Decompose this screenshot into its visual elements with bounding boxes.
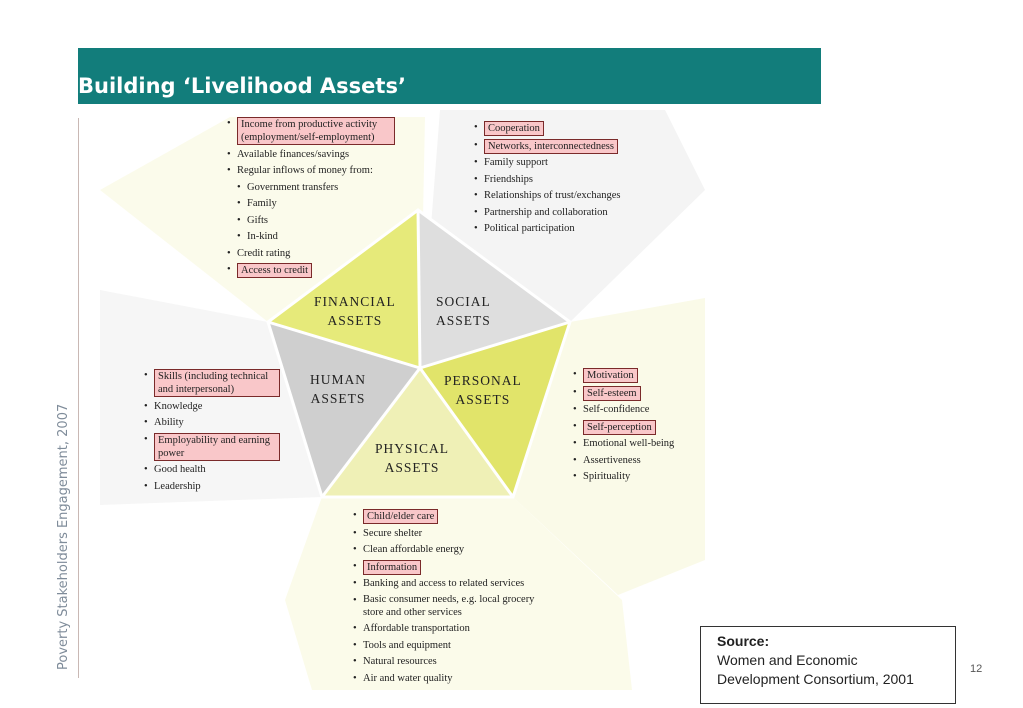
personal-list-item: [573, 436, 703, 453]
personal-highlighted-item-text: Self-perception: [583, 420, 656, 435]
personal-list-item-text: Self-confidence: [583, 404, 650, 415]
financial-list-item: [227, 213, 397, 230]
physical-list-item: [353, 559, 543, 577]
physical-list-item: [353, 654, 543, 671]
physical-highlighted-item-text: Information: [363, 560, 421, 575]
human-label-line1: HUMAN: [310, 372, 367, 387]
human-list-item: [144, 432, 280, 463]
financial-list-item: [227, 147, 397, 164]
social-list-item: [474, 205, 634, 222]
financial-label-line1: FINANCIAL: [314, 294, 396, 309]
social-list-item-text: Friendships: [484, 173, 534, 185]
physical-list-item: [353, 593, 543, 622]
personal-assets-list: [573, 367, 703, 486]
social-list-item-text: Family support: [484, 157, 548, 168]
social-assets-list: [474, 120, 634, 238]
financial-list-item: [227, 246, 397, 263]
physical-list-item-text: Tools and equipment: [363, 639, 451, 651]
personal-list-item: [573, 385, 703, 403]
physical-list-item-text: Basic consumer needs, e.g. local grocery store and other services: [363, 593, 535, 618]
source-line2: Development Consortium, 2001: [717, 671, 914, 687]
social-list-item: [474, 138, 634, 156]
physical-list-item: [353, 671, 543, 688]
human-list-item: [144, 399, 280, 416]
human-list-item: [144, 479, 280, 496]
social-list-item-text: Partnership and collaboration: [484, 206, 608, 218]
personal-label-line2: ASSETS: [455, 392, 511, 407]
human-list-item: [144, 415, 280, 432]
physical-highlighted-item-text: Child/elder care: [363, 509, 438, 524]
physical-list-item: [353, 542, 543, 559]
social-list-item: [474, 172, 634, 189]
physical-label: [375, 439, 449, 477]
human-highlighted-item-text: Employability and earning power: [154, 433, 280, 461]
page-number: 12: [970, 663, 983, 675]
personal-highlighted-item-text: Motivation: [583, 368, 638, 383]
financial-assets-list: [227, 116, 397, 280]
physical-assets-list: [353, 508, 543, 687]
financial-highlighted-item-text: Access to credit: [237, 263, 312, 278]
personal-list-item-text: Assertiveness: [583, 454, 641, 466]
financial-list-item-text: Regular inflows of money from:: [237, 165, 373, 176]
human-label: [310, 370, 366, 408]
human-list-item: [144, 462, 280, 479]
physical-list-item-text: Clean affordable energy: [363, 544, 465, 555]
personal-list-item-text: Emotional well-being: [583, 438, 675, 449]
financial-list-item: [227, 180, 397, 197]
source-box: [700, 626, 956, 704]
physical-list-item-text: Banking and access to related services: [363, 578, 525, 589]
physical-list-item-text: Air and water quality: [363, 672, 453, 684]
personal-list-item: [573, 367, 703, 385]
personal-highlighted-item-text: Self-esteem: [583, 386, 641, 401]
financial-list-item: [227, 163, 397, 180]
source-label: Source:: [717, 633, 770, 649]
personal-list-item-text: Spirituality: [583, 471, 631, 482]
personal-list-item: [573, 453, 703, 470]
personal-list-item: [573, 402, 703, 419]
human-list-item-text: Knowledge: [154, 400, 203, 412]
social-list-item: [474, 221, 634, 238]
source-line1: Women and Economic: [717, 652, 858, 668]
financial-list-item-text: Available finances/savings: [237, 148, 350, 160]
personal-list-item: [573, 469, 703, 486]
personal-list-item: [573, 419, 703, 437]
financial-list-item-text: Family: [247, 198, 277, 209]
physical-list-item: [353, 526, 543, 543]
physical-list-item-text: Natural resources: [363, 656, 437, 667]
financial-list-item-text: In-kind: [247, 231, 278, 242]
social-list-item-text: Political participation: [484, 223, 575, 234]
physical-list-item-text: Affordable transportation: [363, 623, 470, 634]
physical-list-item: [353, 576, 543, 593]
financial-list-item-text: Gifts: [247, 214, 268, 226]
financial-label-line2: ASSETS: [327, 313, 383, 328]
social-label: [436, 292, 491, 330]
human-list-item-text: Ability: [154, 417, 184, 428]
human-list-item-text: Leadership: [154, 480, 201, 492]
human-list-item: [144, 368, 280, 399]
financial-list-item: [227, 196, 397, 213]
physical-list-item: [353, 621, 543, 638]
social-label-line2: ASSETS: [436, 313, 491, 328]
financial-highlighted-item-text: Income from productive activity (employment/self-employment): [237, 117, 395, 145]
physical-label-line2: ASSETS: [384, 460, 440, 475]
social-highlighted-item-text: Cooperation: [484, 121, 544, 136]
financial-list-item: [227, 262, 397, 280]
financial-label: [314, 292, 396, 330]
social-list-item: [474, 188, 634, 205]
personal-label: [444, 371, 522, 409]
financial-list-item: [227, 116, 397, 147]
social-list-item: [474, 120, 634, 138]
social-list-item-text: Relationships of trust/exchanges: [484, 190, 621, 201]
social-highlighted-item-text: Networks, interconnectedness: [484, 139, 618, 154]
financial-list-item: [227, 229, 397, 246]
social-list-item: [474, 155, 634, 172]
physical-label-line1: PHYSICAL: [375, 441, 450, 456]
social-label-line1: SOCIAL: [436, 294, 491, 309]
human-highlighted-item-text: Skills (including technical and interpersonal): [154, 369, 280, 397]
physical-list-item: [353, 638, 543, 655]
financial-list-item-text: Credit rating: [237, 247, 291, 259]
slide-title: Building ‘Livelihood Assets’: [78, 74, 406, 98]
physical-list-item: [353, 508, 543, 526]
human-label-line2: ASSETS: [310, 391, 366, 406]
financial-list-item-text: Government transfers: [247, 181, 339, 193]
personal-label-line1: PERSONAL: [444, 373, 522, 388]
human-assets-list: [144, 368, 280, 495]
physical-list-item-text: Secure shelter: [363, 527, 423, 539]
side-caption: Poverty Stakeholders Engagement, 2007: [56, 403, 71, 670]
human-list-item-text: Good health: [154, 464, 206, 475]
